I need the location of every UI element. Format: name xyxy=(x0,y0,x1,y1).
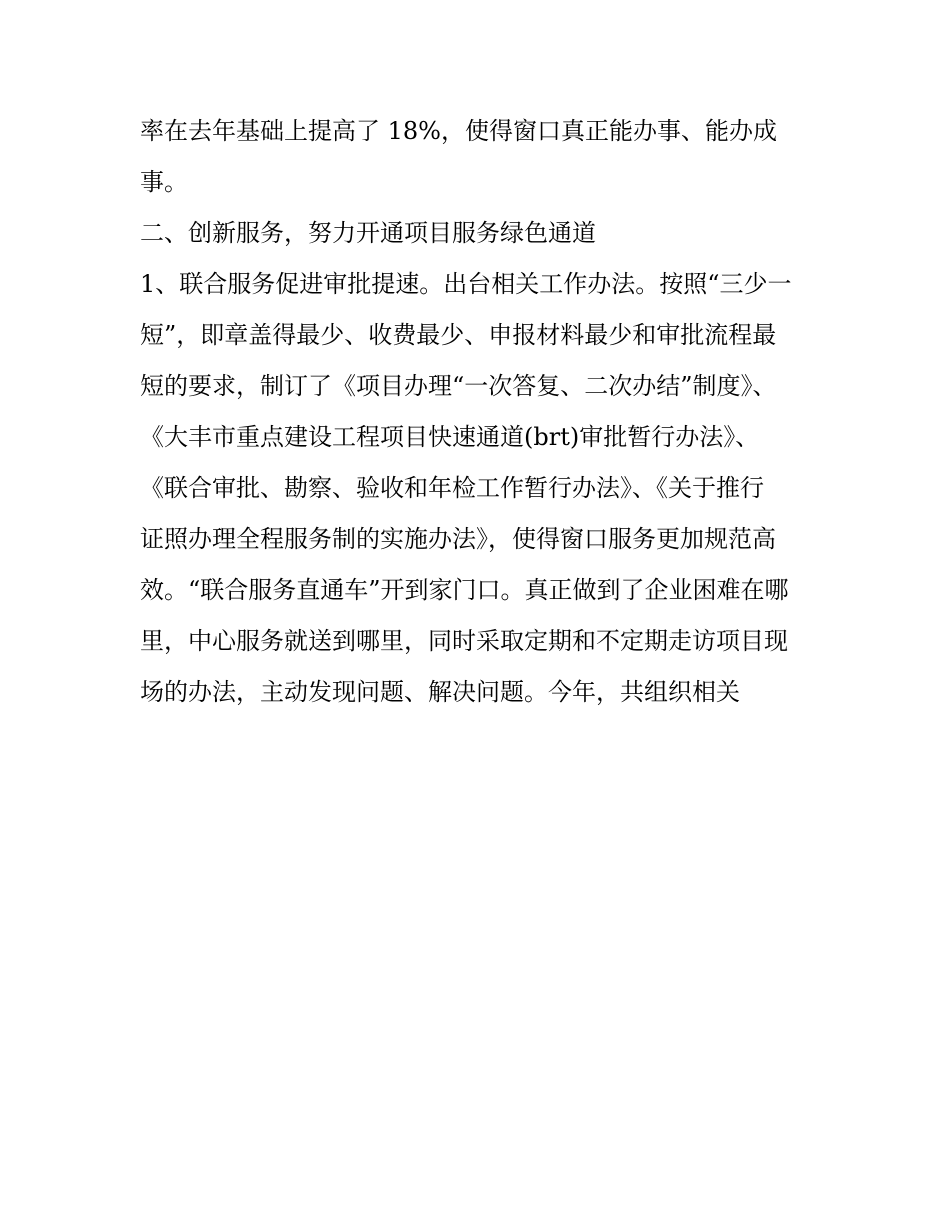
body-text xyxy=(140,106,820,718)
text-line: 率在去年基础上提高了 18%，使得窗口真正能办事、能办成 xyxy=(140,117,777,145)
text-line: 事。 xyxy=(140,168,188,196)
text-line: 证照办理全程服务制的实施办法》，使得窗口服务更加规范高 xyxy=(140,525,776,553)
text-line: 效。“联合服务直通车”开到家门口。真正做到了企业困难在哪 xyxy=(140,576,789,604)
text-line: 场的办法，主动发现问题、解决问题。今年，共组织相关 xyxy=(140,678,740,706)
text-line: 《联合审批、勘察、验收和年检工作暂行办法》、《关于推行 xyxy=(140,474,764,502)
text-line: 1、联合服务促进审批提速。出台相关工作办法。按照“三少一 xyxy=(140,270,792,298)
text-line: 短”，即章盖得最少、收费最少、申报材料最少和审批流程最 xyxy=(140,321,777,349)
section-heading: 二、创新服务，努力开通项目服务绿色通道 xyxy=(140,219,596,247)
text-line: 短的要求，制订了《项目办理“一次答复、二次办结”制度》、 xyxy=(140,372,777,400)
text-line: 《大丰市重点建设工程项目快速通道(brt)审批暂行办法》、 xyxy=(140,423,760,451)
text-line: 里，中心服务就送到哪里，同时采取定期和不定期走访项目现 xyxy=(140,627,788,655)
